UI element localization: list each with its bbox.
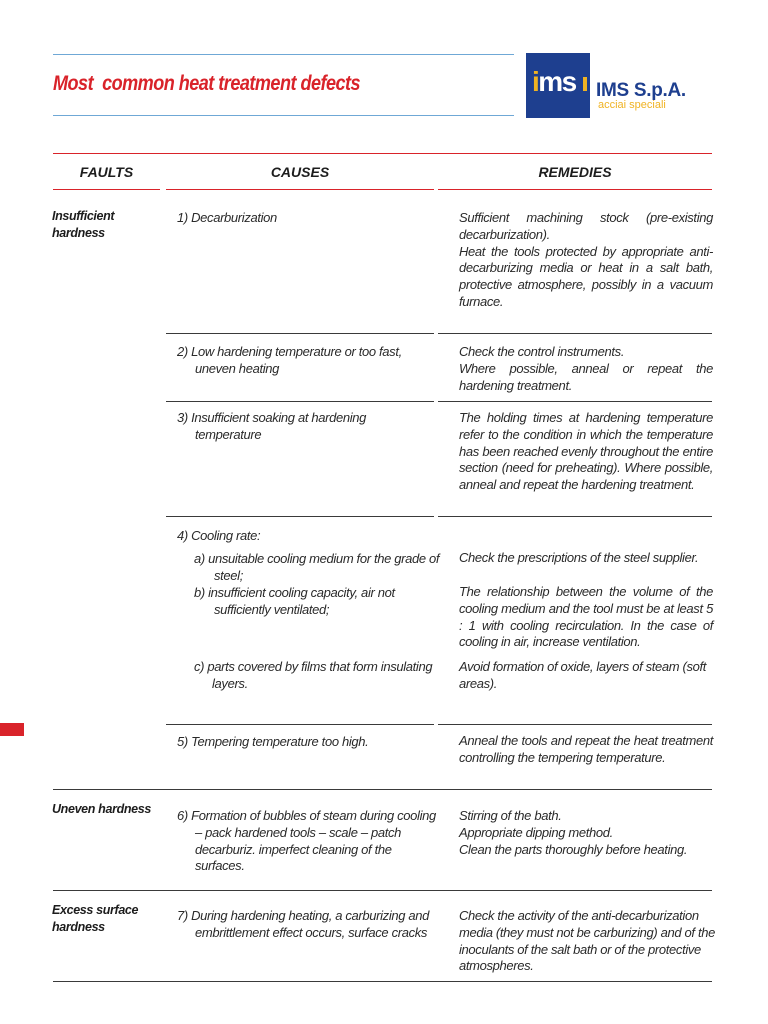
column-header-underline-causes bbox=[166, 189, 434, 190]
row-divider-causes bbox=[166, 401, 434, 402]
remedy-1 bbox=[459, 210, 713, 311]
page-edge-tab bbox=[0, 723, 24, 736]
column-header-remedies: REMEDIES bbox=[538, 164, 612, 180]
remedy-6-line-3: Clean the parts thoroughly before heating. bbox=[459, 841, 688, 857]
column-header-underline-faults bbox=[53, 189, 160, 190]
remedy-1-line-2: Heat the tools protected by appropriate anti-decarburizing media or heat in a salt bath, protective atmosphere, possibly in a vacuum furnace. bbox=[459, 243, 713, 309]
cause-4b: b) insufficient cooling capacity, air not sufficiently ventilated; bbox=[194, 585, 395, 617]
table-bottom-rule bbox=[53, 981, 712, 982]
table-top-rule bbox=[53, 153, 712, 154]
row-divider-remedies bbox=[438, 333, 712, 334]
cause-3: 3) Insufficient soaking at hardening temperature bbox=[177, 410, 367, 442]
cause-4: 4) Cooling rate: bbox=[177, 528, 261, 543]
row-divider-causes bbox=[166, 516, 434, 517]
column-header-underline-remedies bbox=[438, 189, 712, 190]
cause-2: 2) Low hardening temperature or too fast, uneven heating bbox=[177, 344, 402, 376]
fault-uneven-hardness: Uneven hardness bbox=[52, 802, 151, 816]
remedy-6 bbox=[459, 808, 713, 858]
remedy-6-line-2: Appropriate dipping method. bbox=[459, 824, 613, 840]
remedy-7: Check the activity of the anti-decarburization media (they must not be carburizing) and of the inoculants of the salt bath or of the protective atmospheres. bbox=[459, 908, 715, 974]
remedy-6-line-1: Stirring of the bath. bbox=[459, 808, 562, 823]
remedy-2-line-1: Check the control instruments. bbox=[459, 344, 625, 359]
row-divider-causes bbox=[166, 724, 434, 725]
section-divider-full bbox=[53, 789, 712, 790]
header-rule-top bbox=[53, 54, 514, 55]
remedy-4c: Avoid formation of oxide, layers of steam (soft areas). bbox=[459, 659, 707, 691]
column-header-faults: FAULTS bbox=[79, 164, 134, 180]
remedy-5: Anneal the tools and repeat the heat treatment controlling the tempering temperature. bbox=[459, 733, 713, 765]
cause-6: 6) Formation of bubbles of steam during cooling – pack hardened tools – scale – patch decarburiz. imperfect cleaning of the surfaces. bbox=[177, 808, 436, 874]
ims-logo bbox=[526, 53, 590, 118]
remedy-1-line-1: Sufficient machining stock (pre-existing decarburization). bbox=[459, 210, 713, 242]
column-header-causes: CAUSES bbox=[270, 164, 330, 180]
brand-name: IMS S.p.A. bbox=[596, 80, 686, 101]
section-divider-full bbox=[53, 890, 712, 891]
cause-4a: a) unsuitable cooling medium for the grade of steel; bbox=[194, 551, 440, 583]
logo-accent bbox=[583, 77, 587, 91]
page-title: Most common heat treatment defects bbox=[53, 72, 361, 95]
cause-4c: c) parts covered by films that form insulating layers. bbox=[194, 659, 433, 691]
cause-1: 1) Decarburization bbox=[177, 210, 277, 225]
cause-7: 7) During hardening heating, a carburizing and embrittlement effect occurs, surface cracks bbox=[177, 908, 430, 940]
remedy-2-line-2: Where possible, anneal or repeat the hardening treatment. bbox=[459, 360, 713, 393]
fault-insufficient-hardness: Insufficient hardness bbox=[52, 209, 115, 240]
remedy-2 bbox=[459, 344, 713, 394]
cause-5: 5) Tempering temperature too high. bbox=[177, 734, 369, 749]
brand-tagline: acciai speciali bbox=[598, 99, 666, 111]
row-divider-remedies bbox=[438, 516, 712, 517]
header-rule-bottom bbox=[53, 115, 514, 116]
remedy-4a: Check the prescriptions of the steel supplier. bbox=[459, 550, 699, 565]
logo-mark: ims bbox=[532, 66, 576, 97]
row-divider-causes bbox=[166, 333, 434, 334]
remedy-4b: The relationship between the volume of the cooling medium and the tool must be at least 5 : 1 with cooling recirculation. In the case of cooling in air, increase ventilation. bbox=[459, 584, 713, 650]
remedy-3: The holding times at hardening temperature refer to the condition in which the temperature has been reached evenly throughout the entire section (need for preheating). Where possible, anneal and repeat the hardening treatment. bbox=[459, 410, 713, 493]
fault-excess-surface-hardness: Excess surface hardness bbox=[52, 903, 139, 934]
row-divider-remedies bbox=[438, 724, 712, 725]
row-divider-remedies bbox=[438, 401, 712, 402]
